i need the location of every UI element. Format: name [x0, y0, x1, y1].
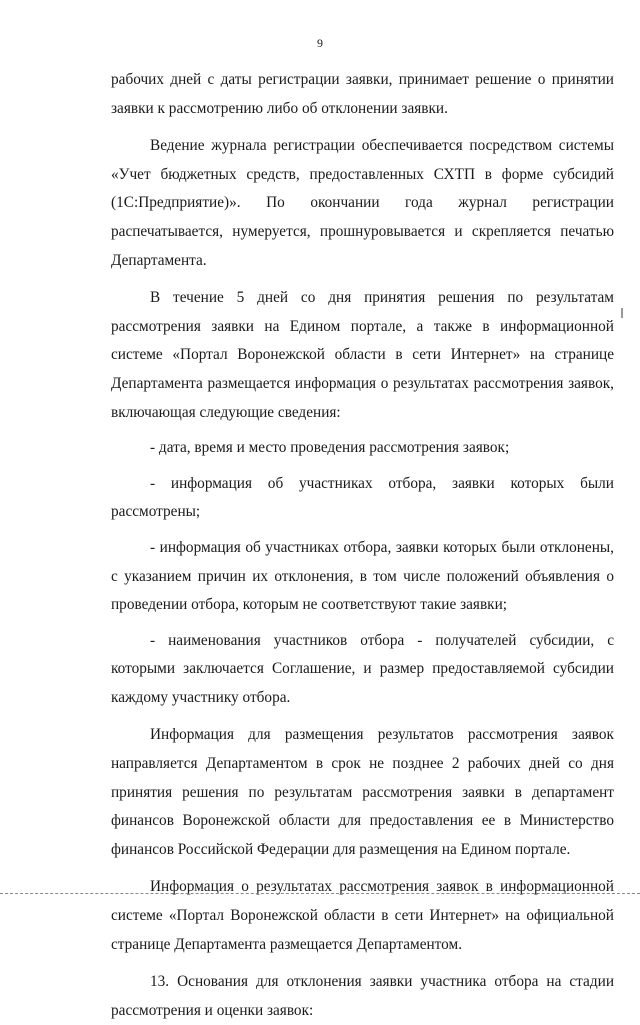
- paragraph-info-submission: Информация для размещения результатов рассмотрения заявок направляется Департаментом в срок не позднее 2 рабочих дней со дня принятия решения по результатам рассмотрения заявки в департамент финансов Воронежской области для предоставления ее в Министерство финансов Российской Федерации для размещения на Едином портале.: [111, 726, 614, 858]
- document-body: [111, 66, 614, 1025]
- paragraph-2: Ведение журнала регистрации обеспечивается посредством системы «Учет бюджетных средств, предоставленных СХТП в форме субсидий (1С:Предприятие)». По окончании года журнал регистрации распечатывается, нумеруется, прошнуровывается и скрепляется печатью Департамента.: [111, 137, 614, 269]
- section-13-heading: 13. Основания для отклонения заявки участника отбора на стадии рассмотрения и оценки заявок:: [111, 973, 614, 1019]
- list-item-recipients: - наименования участников отбора - получателей субсидии, с которыми заключается Соглашение, и размер предоставляемой субсидии каждому участнику отбора.: [111, 631, 614, 706]
- paragraph-3: В течение 5 дней со дня принятия решения по результатам рассмотрения заявки на Едином портале, а также в информационной системе «Портал Воронежской области в сети Интернет» на странице Департамента размещается информация о результатах рассмотрения заявок, включающая следующие сведения:: [111, 289, 614, 421]
- paragraph-1: рабочих дней с даты регистрации заявки, принимает решение о принятии заявки к рассмотрению либо об отклонении заявки.: [111, 71, 614, 117]
- page-number: 9: [317, 36, 323, 50]
- scan-margin-mark: [621, 308, 623, 318]
- list-item-reviewed: - информация об участниках отбора, заявки которых были рассмотрены;: [111, 474, 614, 521]
- paragraph-info-portal: Информация о результатах рассмотрения заявок в информационной системе «Портал Воронежской области в сети Интернет» на официальной странице Департамента размещается Департаментом.: [111, 878, 614, 953]
- page-bottom-rule: [0, 893, 640, 894]
- list-item-rejected: - информация об участниках отбора, заявки которых были отклонены, с указанием причин их отклонения, в том числе положений объявления о проведении отбора, которым не соответствуют такие заявки;: [111, 538, 614, 614]
- list-item-date: - дата, время и место проведения рассмотрения заявок;: [150, 439, 510, 457]
